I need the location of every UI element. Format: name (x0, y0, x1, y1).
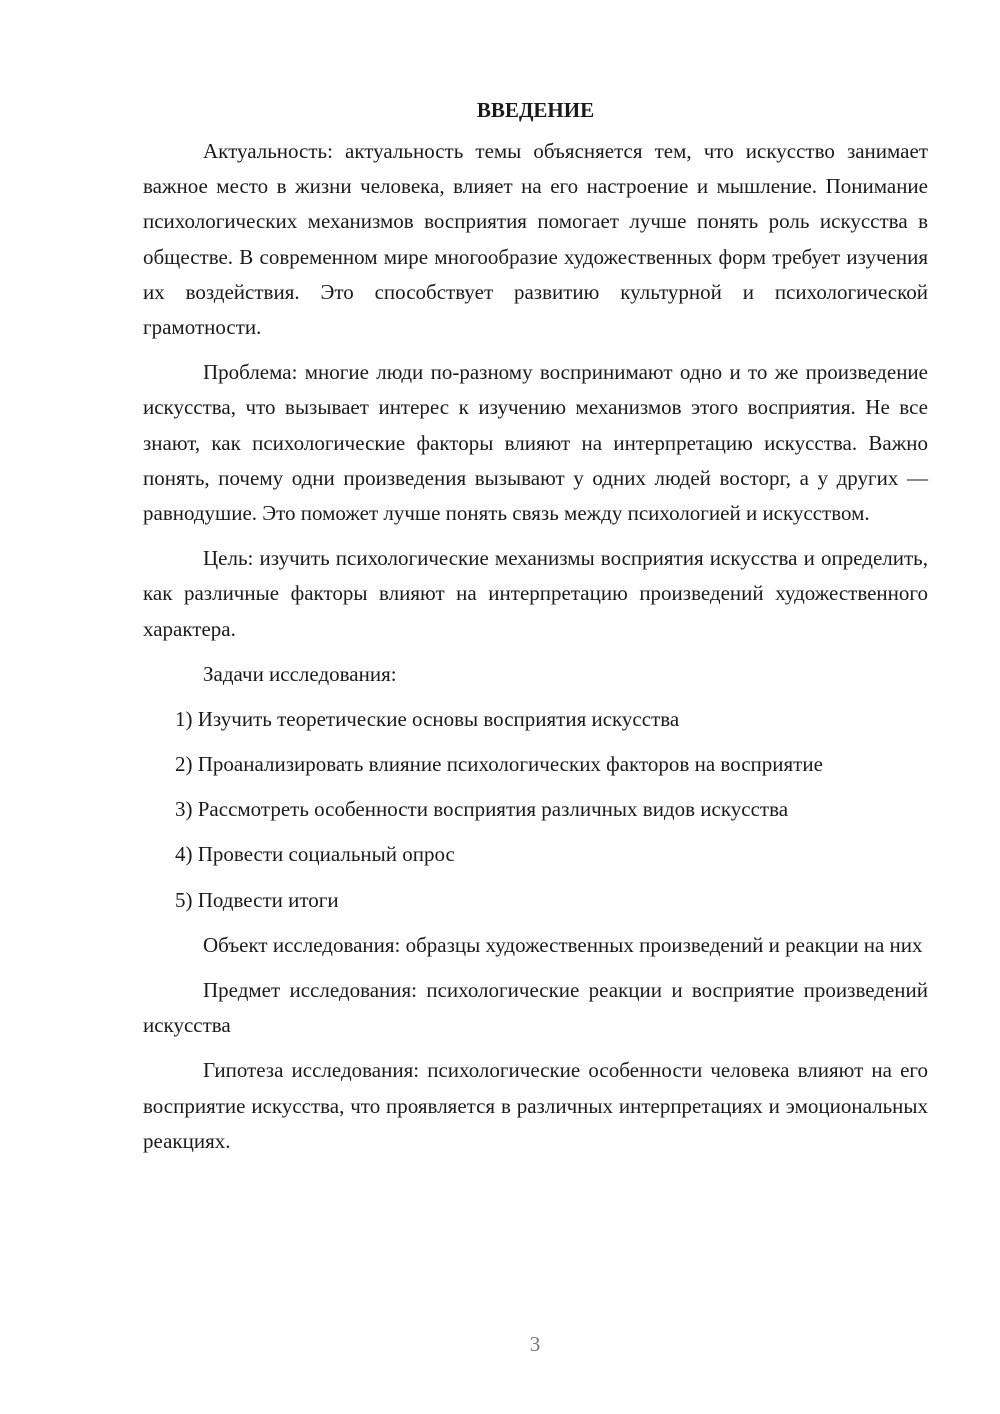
paragraph-relevance: Актуальность: актуальность темы объясняется тем, что искусство занимает важное место в жизни человека, влияет на его настроение и мышление. Понимание психологических механизмов восприятия помогает лучше понять роль искусства в обществе. В современном мире многообразие художественных форм требует изучения их воздействия. Это способствует развитию культурной и психологической грамотности. (143, 139, 928, 340)
paragraph-problem: Проблема: многие люди по-разному воспринимают одно и то же произведение искусства, что вызывает интерес к изучению механизмов этого восприятия. Не все знают, как психологические факторы влияют на интерпретацию искусства. Важно понять, почему одни произведения вызывают у одних людей восторг, а у других — равнодушие. Это поможет лучше понять связь между психологией и искусством. (143, 360, 928, 526)
tasks-title: Задачи исследования: (203, 661, 397, 686)
task-item-1: 1) Изучить теоретические основы восприятия искусства (175, 706, 680, 731)
paragraph-hypothesis: Гипотеза исследования: психологические особенности человека влияют на его восприятие искусства, что проявляется в различных интерпретациях и эмоциональных реакциях. (143, 1058, 928, 1153)
task-item-4: 4) Провести социальный опрос (175, 842, 455, 867)
page-number: 3 (529, 1332, 541, 1356)
task-item-2: 2) Проанализировать влияние психологических факторов на восприятие (175, 752, 823, 777)
paragraph-subject: Предмет исследования: психологические реакции и восприятие произведений искусства (143, 978, 928, 1038)
document-page (143, 93, 928, 1169)
task-item-5: 5) Подвести итоги (175, 887, 339, 912)
section-heading: ВВЕДЕНИЕ (476, 98, 595, 122)
task-item-3: 3) Рассмотреть особенности восприятия различных видов искусства (175, 797, 789, 822)
paragraph-goal: Цель: изучить психологические механизмы восприятия искусства и определить, как различные факторы влияют на интерпретацию произведений художественного характера. (143, 546, 928, 641)
paragraph-object: Объект исследования: образцы художественных произведений и реакции на них (203, 932, 923, 957)
